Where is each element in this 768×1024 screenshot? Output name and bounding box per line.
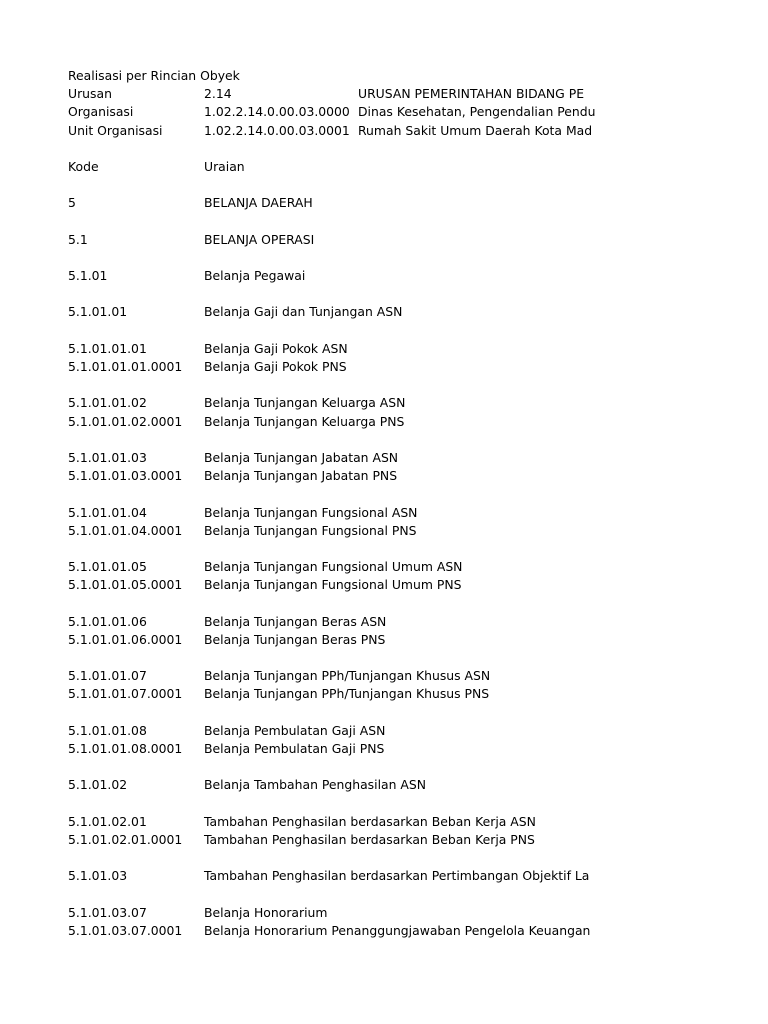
table-row <box>68 667 599 685</box>
uraian-cell: Belanja Tambahan Penghasilan ASN <box>204 777 427 793</box>
spacer-row <box>68 704 599 722</box>
kode-cell: 5.1.01.02 <box>68 777 128 793</box>
column-header-uraian: Uraian <box>204 158 245 174</box>
table-row <box>68 685 599 703</box>
kode-cell: 5.1.01.03 <box>68 868 128 884</box>
spacer-row <box>68 431 599 449</box>
table-row <box>68 776 599 794</box>
uraian-cell: Belanja Pembulatan Gaji ASN <box>204 722 386 738</box>
spacer-row <box>68 885 599 903</box>
uraian-cell: Belanja Gaji dan Tunjangan ASN <box>204 304 403 320</box>
kode-cell: 5.1.01.01.04 <box>68 504 147 520</box>
kode-cell: 5.1.01.01.05.0001 <box>68 577 183 593</box>
spacer-row <box>68 376 599 394</box>
table-row <box>68 394 599 412</box>
spacer-row <box>68 594 599 612</box>
table-row <box>68 194 599 212</box>
kode-cell: 5.1.01.01.04.0001 <box>68 522 183 538</box>
table-row <box>68 722 599 740</box>
table-row <box>68 413 599 431</box>
uraian-cell: Belanja Tunjangan PPh/Tunjangan Khusus ASN <box>204 668 491 684</box>
unit-organisasi-label: Unit Organisasi <box>68 122 163 138</box>
spacer-row <box>68 322 599 340</box>
uraian-cell: Belanja Tunjangan Fungsional Umum ASN <box>204 559 463 575</box>
uraian-cell: Belanja Tunjangan Beras ASN <box>204 613 387 629</box>
uraian-cell: BELANJA DAERAH <box>204 195 313 211</box>
uraian-cell: Belanja Tunjangan PPh/Tunjangan Khusus PNS <box>204 686 490 702</box>
kode-cell: 5.1.01.01 <box>68 304 128 320</box>
kode-cell: 5.1.01.01.08 <box>68 722 147 738</box>
uraian-cell: Belanja Tunjangan Fungsional ASN <box>204 504 418 520</box>
table-row <box>68 813 599 831</box>
report-title: Realisasi per Rincian Obyek <box>68 68 240 83</box>
table-row <box>68 904 599 922</box>
kode-cell: 5.1.01.01.06.0001 <box>68 631 183 647</box>
uraian-cell: Belanja Pegawai <box>204 268 306 284</box>
unit-organisasi-code: 1.02.2.14.0.00.03.0001 <box>204 122 350 138</box>
uraian-cell: Belanja Tunjangan Beras PNS <box>204 631 386 647</box>
uraian-cell: Tambahan Penghasilan berdasarkan Beban Kerja PNS <box>204 831 535 847</box>
column-header-row <box>68 158 599 176</box>
kode-cell: 5.1.01.01.02 <box>68 395 147 411</box>
uraian-cell: Belanja Pembulatan Gaji PNS <box>204 740 385 756</box>
organisasi-label: Organisasi <box>68 104 134 120</box>
spacer-row <box>68 213 599 231</box>
uraian-cell: Belanja Honorarium <box>204 904 328 920</box>
kode-cell: 5.1.01.01.07.0001 <box>68 686 183 702</box>
table-row <box>68 467 599 485</box>
kode-cell: 5.1.01.02.01 <box>68 813 147 829</box>
uraian-cell: Belanja Gaji Pokok ASN <box>204 340 348 356</box>
table-row <box>68 231 599 249</box>
unit-organisasi-name: Rumah Sakit Umum Daerah Kota Mad <box>358 122 593 138</box>
uraian-cell: Belanja Tunjangan Fungsional PNS <box>204 522 417 538</box>
table-row <box>68 340 599 358</box>
uraian-cell: Belanja Tunjangan Jabatan PNS <box>204 468 398 484</box>
kode-cell: 5.1.01.01.07 <box>68 668 147 684</box>
table-row <box>68 740 599 758</box>
kode-cell: 5.1.01.03.07.0001 <box>68 922 183 938</box>
table-row <box>68 504 599 522</box>
uraian-cell: Tambahan Penghasilan berdasarkan Beban Kerja ASN <box>204 813 536 829</box>
spacer-row <box>68 249 599 267</box>
table-row <box>68 358 599 376</box>
spacer-row <box>68 795 599 813</box>
uraian-cell: Belanja Gaji Pokok PNS <box>204 359 347 374</box>
uraian-cell: Tambahan Penghasilan berdasarkan Pertimbangan Objektif La <box>204 868 590 884</box>
table-row <box>68 831 599 849</box>
uraian-cell: Belanja Tunjangan Keluarga ASN <box>204 395 406 411</box>
spacer-row <box>68 140 599 158</box>
kode-cell: 5.1.01.01.02.0001 <box>68 413 183 429</box>
kode-cell: 5.1.01.01.03 <box>68 449 147 465</box>
table-row <box>68 522 599 540</box>
kode-cell: 5.1.01.01.03.0001 <box>68 468 183 484</box>
table-row <box>68 867 599 885</box>
spacer-row <box>68 285 599 303</box>
kode-cell: 5.1.01.01.01.0001 <box>68 359 183 374</box>
table-row <box>68 922 599 940</box>
table-row <box>68 303 599 321</box>
unit-organisasi-row <box>68 122 599 140</box>
kode-cell: 5.1.01.03.07 <box>68 904 147 920</box>
spacer-row <box>68 485 599 503</box>
spacer-row <box>68 758 599 776</box>
kode-cell: 5.1.01.01.05 <box>68 559 147 575</box>
spacer-row <box>68 540 599 558</box>
urusan-name: URUSAN PEMERINTAHAN BIDANG PE <box>358 86 585 102</box>
uraian-cell: Belanja Honorarium Penanggungjawaban Pengelola Keuangan <box>204 922 591 938</box>
table-row <box>68 449 599 467</box>
column-header-kode: Kode <box>68 158 99 174</box>
spacer-row <box>68 849 599 867</box>
organisasi-code: 1.02.2.14.0.00.03.0000 <box>204 104 350 120</box>
organisasi-name: Dinas Kesehatan, Pengendalian Pendu <box>358 104 596 120</box>
uraian-cell: BELANJA OPERASI <box>204 231 315 247</box>
report-title-row <box>68 67 599 85</box>
uraian-cell: Belanja Tunjangan Jabatan ASN <box>204 449 399 465</box>
table-row <box>68 267 599 285</box>
table-row <box>68 613 599 631</box>
kode-cell: 5.1.01.01.08.0001 <box>68 740 183 756</box>
kode-cell: 5 <box>68 195 76 211</box>
kode-cell: 5.1 <box>68 231 88 247</box>
kode-cell: 5.1.01 <box>68 268 108 284</box>
urusan-label: Urusan <box>68 86 112 102</box>
uraian-cell: Belanja Tunjangan Keluarga PNS <box>204 413 405 429</box>
kode-cell: 5.1.01.01.01 <box>68 340 147 356</box>
urusan-row <box>68 85 599 103</box>
spacer-row <box>68 176 599 194</box>
kode-cell: 5.1.01.01.06 <box>68 613 147 629</box>
spacer-row <box>68 649 599 667</box>
urusan-code: 2.14 <box>204 86 232 102</box>
table-row <box>68 576 599 594</box>
organisasi-row <box>68 103 599 121</box>
table-row <box>68 631 599 649</box>
kode-cell: 5.1.01.02.01.0001 <box>68 831 183 847</box>
report-sheet <box>68 67 599 940</box>
table-row <box>68 558 599 576</box>
uraian-cell: Belanja Tunjangan Fungsional Umum PNS <box>204 577 462 593</box>
